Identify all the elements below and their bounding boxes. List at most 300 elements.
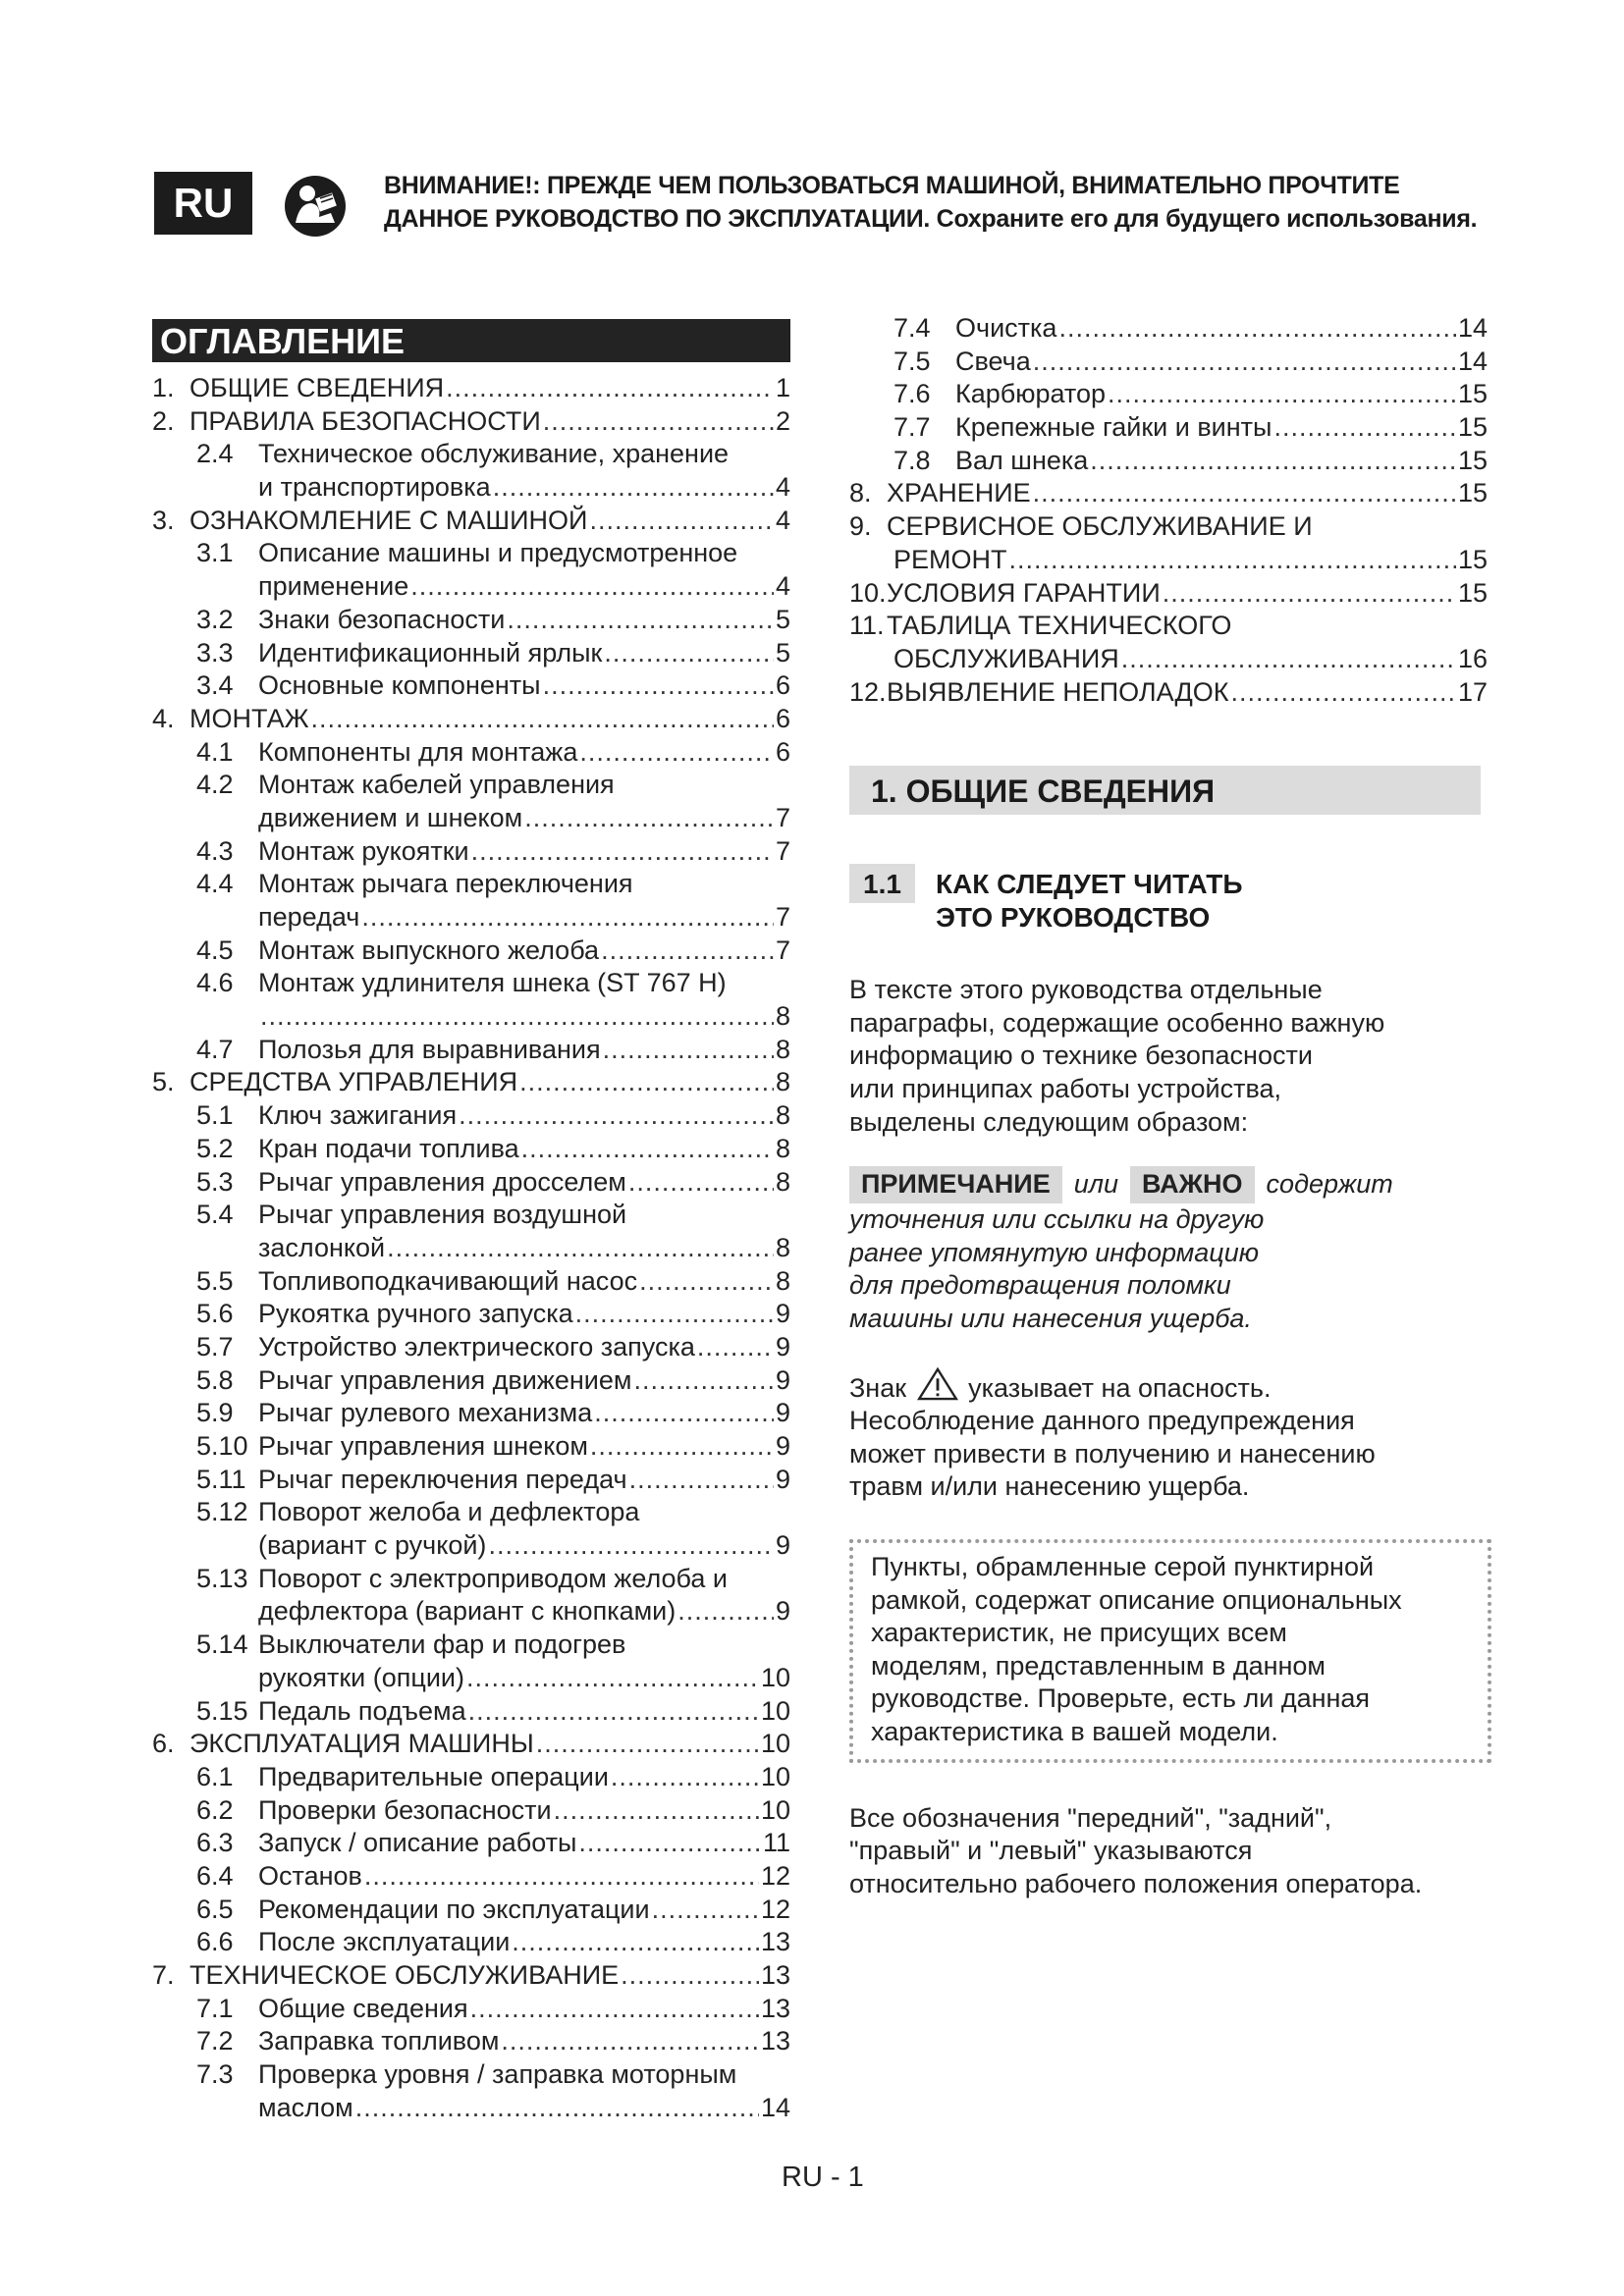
toc-entry-label: Заправка топливом — [258, 2026, 500, 2056]
toc-entry — [152, 1695, 790, 1729]
toc-entry — [152, 1099, 790, 1133]
toc-dot-leader — [554, 1794, 759, 1828]
toc-dot-leader — [1231, 676, 1456, 710]
toc-entry — [849, 346, 1488, 379]
toc-entry — [152, 1993, 790, 2026]
toc-dot-leader — [507, 604, 774, 637]
toc-entry — [849, 577, 1488, 611]
toc-entry-number: 4.1 — [196, 736, 234, 767]
toc-dot-leader — [361, 901, 774, 934]
toc-entry-number: 12. — [849, 676, 887, 707]
toc-entry-page: 6 — [775, 736, 790, 767]
toc-entry-label: Свеча — [955, 346, 1031, 376]
toc-entry-label: СРЕДСТВА УПРАВЛЕНИЯ — [189, 1067, 518, 1097]
toc-entry-page: 14 — [1457, 313, 1488, 343]
toc-entry-label: Рекомендации по эксплуатации — [258, 1894, 650, 1924]
toc-entry — [152, 1529, 790, 1563]
toc-entry-label: ЭКСПЛУАТАЦИЯ МАШИНЫ — [189, 1729, 534, 1759]
toc-entry-number: 5.8 — [196, 1364, 234, 1395]
toc-entry-page: 5 — [775, 637, 790, 667]
toc-entry-number: 6.3 — [196, 1828, 234, 1858]
read-manual-icon — [282, 174, 349, 239]
toc-entry-label: маслом — [258, 2092, 353, 2122]
toc-entry-page: 15 — [1457, 379, 1488, 409]
toc-entry-label: Останов — [258, 1860, 362, 1891]
toc-entry-label: Рычаг переключения передач — [258, 1464, 627, 1494]
toc-entry-number: 9. — [849, 511, 872, 542]
toc-entry — [849, 610, 1488, 643]
toc-list-left — [152, 372, 790, 2124]
toc-entry — [152, 769, 790, 802]
toc-entry — [152, 1265, 790, 1299]
toc-entry-number: 5.12 — [196, 1497, 248, 1527]
toc-entry — [849, 312, 1488, 346]
toc-dot-leader — [470, 1993, 759, 2026]
toc-entry-number: 5.10 — [196, 1431, 248, 1461]
page-header — [154, 172, 1529, 240]
toc-left-column — [152, 319, 790, 2124]
toc-entry-number: 6.1 — [196, 1761, 234, 1791]
toc-dot-leader — [603, 1034, 774, 1067]
toc-entry-page: 8 — [775, 1100, 790, 1131]
toc-dot-leader — [589, 505, 774, 538]
subsection-number: 1.1 — [849, 864, 915, 903]
toc-entry-number: 4.3 — [196, 835, 234, 866]
toc-entry-number: 3. — [152, 505, 175, 535]
toc-entry-page: 15 — [1457, 445, 1488, 475]
toc-dot-leader — [459, 1099, 774, 1133]
toc-entry-number: 7.4 — [893, 313, 931, 343]
toc-entry-page: 9 — [775, 1464, 790, 1494]
toc-entry-number: 5.1 — [196, 1100, 234, 1131]
toc-entry-label: Компоненты для монтажа — [258, 736, 578, 767]
toc-dot-leader — [355, 2092, 759, 2125]
toc-dot-leader — [604, 637, 774, 670]
toc-entry-number: 2.4 — [196, 439, 234, 469]
toc-entry-label: (вариант с ручкой) — [258, 1530, 487, 1561]
toc-list-right — [849, 312, 1488, 709]
toc-dot-leader — [521, 1133, 774, 1166]
toc-dot-leader — [536, 1728, 759, 1761]
toc-entry-number: 3.1 — [196, 538, 234, 568]
toc-entry-page: 13 — [760, 1960, 790, 1990]
toc-entry — [152, 835, 790, 869]
toc-entry — [152, 1066, 790, 1099]
text-line: выделены следующим образом: — [849, 1106, 1249, 1137]
subsection-title-line-1: КАК СЛЕДУЕТ ЧИТАТЬ — [936, 869, 1243, 900]
toc-entry-number: 7.5 — [893, 346, 931, 376]
subsection-heading — [849, 864, 1488, 942]
toc-dot-leader — [677, 1595, 774, 1629]
toc-entry — [152, 1133, 790, 1166]
toc-entry-label: После эксплуатации — [258, 1927, 511, 1957]
toc-entry-number: 4.2 — [196, 770, 234, 800]
toc-entry-number: 6. — [152, 1729, 175, 1759]
toc-entry — [152, 1464, 790, 1497]
toc-entry-page: 10 — [760, 1761, 790, 1791]
toc-entry-page: 9 — [775, 1364, 790, 1395]
toc-entry-number: 1. — [152, 373, 175, 402]
contains-word: содержит — [1266, 1169, 1393, 1200]
toc-entry-page: 4 — [775, 571, 790, 602]
toc-entry — [152, 405, 790, 439]
toc-entry-number: 6.4 — [196, 1860, 234, 1891]
toc-entry-page: 2 — [775, 405, 790, 436]
text-line: Все обозначения "передний", "задний", — [849, 1802, 1332, 1833]
text-line: характеристик, не присущих всем — [871, 1618, 1287, 1648]
toc-entry-number: 7.1 — [196, 1993, 234, 2023]
toc-entry-number: 5.4 — [196, 1200, 234, 1230]
toc-entry-page: 9 — [775, 1331, 790, 1362]
toc-entry — [152, 1331, 790, 1364]
toc-entry-page: 8 — [775, 1067, 790, 1097]
toc-entry-label: Проверка уровня / заправка моторным — [258, 2059, 737, 2090]
warning-text-line-2: ДАННОЕ РУКОВОДСТВО ПО ЭКСПЛУАТАЦИИ. Сохраните его для будущего использования. — [384, 205, 1478, 233]
toc-entry-label: Крепежные гайки и винты — [955, 412, 1272, 443]
toc-entry-number: 7.8 — [893, 445, 931, 475]
toc-dot-leader — [1090, 445, 1456, 478]
toc-entry — [152, 1595, 790, 1629]
toc-dot-leader — [639, 1265, 774, 1299]
toc-entry-page: 10 — [760, 1794, 790, 1825]
toc-dot-leader — [578, 1827, 761, 1860]
toc-dot-leader — [628, 1166, 774, 1200]
text-line: информацию о технике безопасности — [849, 1041, 1313, 1071]
toc-entry-page: 8 — [775, 1001, 790, 1032]
toc-entry-label: Техническое обслуживание, хранение — [258, 439, 730, 469]
toc-entry-page: 13 — [760, 1927, 790, 1957]
toc-entry-label: РЕМОНТ — [893, 544, 1007, 574]
toc-entry-label: Рычаг управления воздушной — [258, 1200, 627, 1230]
text-line: параграфы, содержащие особенно важную — [849, 1007, 1385, 1038]
toc-entry-page: 6 — [775, 703, 790, 733]
toc-entry-number: 5.11 — [196, 1464, 246, 1494]
toc-entry-page: 15 — [1457, 412, 1488, 443]
toc-entry-label: Знаки безопасности — [258, 604, 506, 634]
toc-entry — [152, 1794, 790, 1828]
toc-entry — [152, 1728, 790, 1761]
toc-entry-label: Запуск / описание работы — [258, 1828, 577, 1858]
toc-entry-label: Вал шнека — [955, 445, 1089, 475]
text-line: характеристика в вашей модели. — [871, 1716, 1278, 1746]
toc-entry — [152, 736, 790, 770]
toc-dot-leader — [652, 1894, 759, 1927]
toc-entry-label: Монтаж выпускного желоба — [258, 934, 600, 965]
toc-entry-number: 3.2 — [196, 604, 234, 634]
toc-dot-leader — [601, 934, 774, 968]
toc-entry — [849, 676, 1488, 710]
toc-entry-page: 9 — [775, 1596, 790, 1627]
toc-entry — [152, 1563, 790, 1596]
toc-dot-leader — [629, 1464, 774, 1497]
toc-entry-label: МОНТАЖ — [189, 703, 309, 733]
toc-entry-label: Проверки безопасности — [258, 1794, 552, 1825]
toc-entry-label: заслонкой — [258, 1232, 386, 1262]
toc-entry — [152, 703, 790, 736]
toc-entry-page: 16 — [1457, 643, 1488, 673]
toc-entry-page: 13 — [760, 2026, 790, 2056]
text-line: может привести в получению и нанесению — [849, 1438, 1376, 1468]
toc-entry-number: 5.14 — [196, 1629, 248, 1660]
toc-dot-leader — [501, 2025, 759, 2058]
toc-entry-label: Карбюратор — [955, 379, 1107, 409]
toc-entry — [152, 934, 790, 968]
text-line: руководстве. Проверьте, есть ли данная — [871, 1683, 1371, 1714]
toc-entry — [152, 537, 790, 570]
toc-entry — [849, 477, 1488, 510]
toc-entry-page: 14 — [760, 2092, 790, 2122]
toc-dot-leader — [1033, 346, 1456, 379]
toc-entry — [152, 1397, 790, 1430]
toc-entry — [152, 1364, 790, 1398]
toc-entry-number: 5.3 — [196, 1166, 234, 1197]
toc-dot-leader — [1108, 378, 1456, 411]
toc-entry-page: 14 — [1457, 346, 1488, 376]
toc-entry-number: 8. — [849, 478, 872, 508]
toc-dot-leader — [1058, 312, 1456, 346]
toc-dot-leader — [697, 1331, 774, 1364]
toc-entry — [849, 510, 1488, 544]
toc-entry — [849, 643, 1488, 676]
toc-entry — [152, 637, 790, 670]
toc-entry-label: Рычаг управления дросселем — [258, 1166, 626, 1197]
toc-dot-leader — [611, 1761, 759, 1794]
toc-entry-number: 5.2 — [196, 1133, 234, 1163]
important-tag: ВАЖНО — [1130, 1166, 1255, 1203]
toc-entry-page: 9 — [775, 1299, 790, 1329]
toc-entry-page: 12 — [760, 1894, 790, 1924]
toc-entry-label: Монтаж рукоятки — [258, 835, 469, 866]
toc-entry-page: 4 — [775, 505, 790, 535]
toc-entry — [152, 1232, 790, 1265]
toc-dot-leader — [543, 669, 774, 703]
toc-entry — [152, 868, 790, 901]
note-tag: ПРИМЕЧАНИЕ — [849, 1166, 1062, 1203]
toc-entry-number: 5.6 — [196, 1299, 234, 1329]
toc-entry-page: 15 — [1457, 544, 1488, 574]
toc-dot-leader — [466, 1662, 759, 1695]
toc-entry-page: 7 — [775, 802, 790, 832]
toc-entry-page: 8 — [775, 1265, 790, 1296]
toc-dot-leader — [311, 703, 774, 736]
subsection-title-line-2: ЭТО РУКОВОДСТВО — [936, 902, 1211, 934]
toc-dot-leader — [524, 802, 774, 835]
toc-entry-label: Идентификационный ярлык — [258, 637, 603, 667]
page-number: RU - 1 — [782, 2162, 864, 2193]
text-line: Пункты, обрамленные серой пунктирной — [871, 1551, 1375, 1581]
toc-entry-label: ПРАВИЛА БЕЗОПАСНОСТИ — [189, 405, 541, 436]
toc-entry-number: 6.6 — [196, 1927, 234, 1957]
toc-dot-leader — [543, 405, 774, 439]
toc-dot-leader — [387, 1232, 774, 1265]
toc-entry-label: Устройство электрического запуска — [258, 1331, 695, 1362]
toc-entry-label: Рычаг управления шнеком — [258, 1431, 588, 1461]
toc-entry-number: 3.3 — [196, 637, 234, 667]
toc-entry-label: ВЫЯВЛЕНИЕ НЕПОЛАДОК — [887, 676, 1229, 707]
toc-entry — [152, 669, 790, 703]
toc-entry — [152, 1199, 790, 1232]
text-line: относительно рабочего положения оператора. — [849, 1868, 1423, 1898]
toc-dot-leader — [410, 570, 774, 604]
toc-entry-page: 8 — [775, 1133, 790, 1163]
toc-entry — [152, 1860, 790, 1894]
optional-features-box — [849, 1539, 1491, 1763]
toc-dot-leader — [493, 471, 774, 505]
toc-entry — [152, 1761, 790, 1794]
toc-entry-number: 5.15 — [196, 1695, 248, 1726]
toc-entry-label: Монтаж рычага переключения — [258, 869, 633, 899]
toc-dot-leader — [1009, 544, 1456, 577]
text-line: уточнения или ссылки на другую — [849, 1204, 1265, 1235]
toc-entry-page: 11 — [762, 1828, 790, 1858]
toc-dot-leader — [621, 1959, 759, 1993]
toc-entry-page: 6 — [775, 670, 790, 701]
toc-entry-number: 4.5 — [196, 934, 234, 965]
toc-entry — [152, 570, 790, 604]
toc-dot-leader — [488, 1529, 774, 1563]
toc-entry-page: 12 — [760, 1860, 790, 1891]
toc-entry-number: 3.4 — [196, 670, 234, 701]
toc-entry-label: Предварительные операции — [258, 1761, 609, 1791]
toc-dot-leader — [633, 1364, 774, 1398]
toc-entry-number: 5.5 — [196, 1265, 234, 1296]
toc-entry-page: 7 — [775, 902, 790, 932]
toc-entry — [849, 411, 1488, 445]
toc-entry-page: 8 — [775, 1232, 790, 1262]
toc-entry — [152, 967, 790, 1000]
toc-entry-label: Поворот с электроприводом желоба и — [258, 1563, 728, 1593]
toc-dot-leader — [590, 1430, 774, 1464]
text-line: травм и/или нанесению ущерба. — [849, 1471, 1250, 1502]
toc-entry-label: Поворот желоба и дефлектора — [258, 1497, 640, 1527]
text-line: машины или нанесения ущерба. — [849, 1304, 1252, 1333]
toc-entry-label: Рычаг управления движением — [258, 1364, 632, 1395]
toc-entry-label: Рычаг рулевого механизма — [258, 1398, 593, 1428]
toc-entry-label: Основные компоненты — [258, 670, 541, 701]
toc-entry-page: 10 — [760, 1662, 790, 1692]
toc-entry-label: ОЗНАКОМЛЕНИЕ С МАШИНОЙ — [189, 505, 588, 535]
toc-entry-number: 5. — [152, 1067, 175, 1097]
toc-entry-number: 11. — [849, 611, 885, 641]
toc-entry-number: 5.9 — [196, 1398, 234, 1428]
toc-entry-label: ОБЩИЕ СВЕДЕНИЯ — [189, 373, 445, 402]
toc-entry-page: 10 — [760, 1695, 790, 1726]
warning-text-line-1: ВНИМАНИЕ!: ПРЕЖДЕ ЧЕМ ПОЛЬЗОВАТЬСЯ МАШИНОЙ, ВНИМАТЕЛЬНО ПРОЧТИТЕ — [384, 172, 1400, 199]
toc-entry-page: 17 — [1457, 676, 1488, 707]
toc-entry-number: 4.6 — [196, 968, 234, 998]
toc-entry-number: 7.7 — [893, 412, 931, 443]
text-line: В тексте этого руководства отдельные — [849, 975, 1323, 1005]
toc-entry — [152, 802, 790, 835]
toc-entry-number: 5.13 — [196, 1563, 248, 1593]
toc-entry-label: Педаль подъема — [258, 1695, 466, 1726]
toc-entry-number: 7.3 — [196, 2059, 234, 2090]
toc-entry-number: 6.2 — [196, 1794, 234, 1825]
toc-entry — [152, 1000, 790, 1034]
toc-dot-leader — [579, 736, 774, 770]
toc-entry — [152, 438, 790, 471]
toc-entry-label: Монтаж удлинителя шнека (ST 767 H) — [258, 968, 727, 998]
toc-entry — [152, 1034, 790, 1067]
toc-entry-page: 1 — [775, 373, 790, 402]
toc-entry — [152, 2025, 790, 2058]
text-line: Несоблюдение данного предупреждения — [849, 1406, 1355, 1436]
text-line: "правый" и "левый" указываются — [849, 1836, 1253, 1866]
toc-entry — [152, 1166, 790, 1200]
toc-entry-page: 13 — [760, 1993, 790, 2023]
text-line: ранее упомянутую информацию — [849, 1237, 1260, 1267]
danger-prefix: Знак — [849, 1372, 907, 1403]
danger-suffix: указывает на опасность. — [968, 1372, 1272, 1403]
or-word: или — [1073, 1169, 1118, 1200]
toc-dot-leader — [1121, 643, 1456, 676]
toc-entry-page: 9 — [775, 1398, 790, 1428]
toc-entry — [152, 471, 790, 505]
toc-entry-page: 5 — [775, 604, 790, 634]
toc-entry — [849, 544, 1488, 577]
toc-entry — [152, 1894, 790, 1927]
toc-entry — [849, 378, 1488, 411]
toc-entry-page: 10 — [760, 1729, 790, 1759]
toc-entry-label: УСЛОВИЯ ГАРАНТИИ — [887, 577, 1161, 608]
toc-entry-number: 10. — [849, 577, 887, 608]
toc-entry-label: передач — [258, 902, 360, 932]
toc-entry-label: Очистка — [955, 313, 1057, 343]
toc-entry-label: СЕРВИСНОЕ ОБСЛУЖИВАНИЕ И — [887, 511, 1313, 542]
warning-triangle-icon — [916, 1367, 959, 1401]
toc-dot-leader — [512, 1926, 759, 1959]
toc-entry-number: 5.7 — [196, 1331, 234, 1362]
toc-entry — [849, 445, 1488, 478]
toc-entry — [152, 1827, 790, 1860]
toc-dot-leader — [1033, 477, 1456, 510]
toc-entry-number: 4. — [152, 703, 175, 733]
toc-dot-leader — [519, 1066, 774, 1099]
toc-entry-page: 9 — [775, 1530, 790, 1561]
toc-entry-label: Монтаж кабелей управления — [258, 770, 615, 800]
toc-entry — [152, 1430, 790, 1464]
toc-dot-leader — [260, 1000, 774, 1034]
toc-entry — [152, 1629, 790, 1662]
toc-entry-label: Выключатели фар и подогрев — [258, 1629, 626, 1660]
toc-entry-page: 7 — [775, 934, 790, 965]
text-line: моделям, представленным в данном — [871, 1650, 1326, 1681]
language-badge: RU — [154, 172, 252, 235]
toc-entry-label: и транспортировка — [258, 472, 491, 503]
text-line: для предотвращения поломки — [849, 1270, 1231, 1301]
toc-dot-leader — [1273, 411, 1456, 445]
toc-entry-label: Ключ зажигания — [258, 1100, 458, 1131]
toc-entry-number: 4.4 — [196, 869, 234, 899]
toc-entry — [152, 372, 790, 405]
intro-paragraph — [849, 974, 1488, 1139]
toc-entry-label: Общие сведения — [258, 1993, 468, 2023]
toc-entry — [152, 901, 790, 934]
toc-entry-label: движением и шнеком — [258, 802, 523, 832]
toc-entry — [152, 2092, 790, 2125]
toc-entry-number: 2. — [152, 405, 175, 436]
toc-dot-leader — [575, 1298, 774, 1331]
note-paragraph — [849, 1166, 1488, 1335]
toc-entry-label: дефлектора (вариант с кнопками) — [258, 1596, 677, 1627]
toc-entry-label: Топливоподкачивающий насос — [258, 1265, 638, 1296]
text-line: рамкой, содержат описание опциональных — [871, 1584, 1402, 1615]
orientation-paragraph — [849, 1802, 1488, 1901]
toc-entry — [152, 1496, 790, 1529]
toc-entry-label: ТЕХНИЧЕСКОЕ ОБСЛУЖИВАНИЕ — [189, 1960, 620, 1990]
toc-entry-page: 8 — [775, 1166, 790, 1197]
toc-entry-label: Описание машины и предусмотренное — [258, 538, 738, 568]
